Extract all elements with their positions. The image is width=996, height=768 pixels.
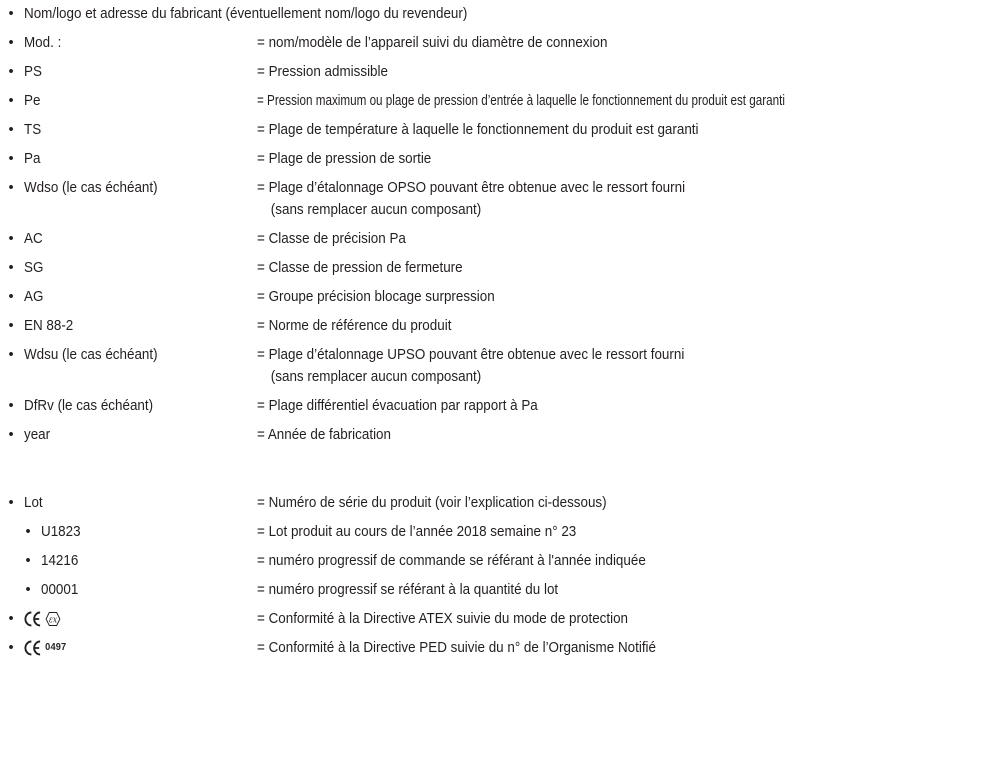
item-term: Pa [24,151,41,167]
item-term: AG [24,289,44,305]
item-definition: = Année de fabrication [257,427,392,443]
item-term: SG [24,260,44,276]
ce-mark-icon [24,639,44,657]
item-term: U1823 [41,524,81,540]
definition-line: = Plage d’étalonnage UPSO pouvant être obtenue avec le ressort fourni [257,347,685,363]
item-term: DfRv (le cas échéant) [24,398,154,414]
bullet: • [8,611,14,627]
definition-continuation: (sans remplacer aucun composant) [270,202,482,218]
bullet: • [8,289,14,305]
item-term: Lot [24,495,43,511]
bullet: • [8,260,14,276]
item-definition: = Pression maximum ou plage de pression d’entrée à laquelle le fonctionnement du produit est garanti [257,93,785,109]
ce-ex-mark-icon [24,610,61,628]
item-term: 00001 [41,582,79,598]
notified-body-number: 0497 [45,642,67,653]
item-term: PS [24,64,42,80]
item-definition [257,346,684,386]
item-definition [257,179,685,219]
item-definition: = Classe de précision Pa [257,231,406,247]
definition-continuation: (sans remplacer aucun composant) [270,369,482,385]
bullet: • [8,398,14,414]
bullet: • [8,427,14,443]
item-term: Wdsu (le cas échéant) [24,347,158,363]
item-definition: = Numéro de série du produit (voir l’explication ci-dessous) [257,495,607,511]
item-term: Wdso (le cas échéant) [24,180,158,196]
item-definition: = Norme de référence du produit [257,318,452,334]
bullet: • [8,180,14,196]
bullet: • [8,347,14,363]
item-term: Pe [24,93,41,109]
item-definition: = Classe de pression de fermeture [257,260,463,276]
bullet: • [25,553,31,569]
ce-ped-mark [24,639,66,657]
item-definition: = numéro progressif de commande se référant à l'année indiquée [257,553,646,569]
bullet: • [8,6,14,22]
bullet: • [8,64,14,80]
bullet: • [8,35,14,51]
item-term: Mod. : [24,35,62,51]
bullet: • [8,318,14,334]
item-definition: = Groupe précision blocage surpression [257,289,495,305]
bullet: • [8,231,14,247]
item-term: TS [24,122,42,138]
bullet: • [8,495,14,511]
bullet: • [25,524,31,540]
item-definition: = Conformité à la Directive ATEX suivie du mode de protection [257,611,629,627]
svg-text:εx: εx [48,615,58,626]
manufacturer-text: Nom/logo et adresse du fabricant (éventuellement nom/logo du revendeur) [24,6,468,22]
ce-atex-mark [24,610,61,628]
item-definition: = Pression admissible [257,64,388,80]
item-definition: = Plage de pression de sortie [257,151,432,167]
item-definition: = Lot produit au cours de l’année 2018 semaine n° 23 [257,524,577,540]
item-definition: = nom/modèle de l’appareil suivi du diamètre de connexion [257,35,608,51]
item-term: AC [24,231,43,247]
item-definition: = numéro progressif se référant à la quantité du lot [257,582,559,598]
bullet: • [25,582,31,598]
bullet: • [8,151,14,167]
item-term: year [24,427,51,443]
bullet: • [8,640,14,656]
definition-line: = Plage d’étalonnage OPSO pouvant être obtenue avec le ressort fourni [257,180,686,196]
item-definition: = Plage différentiel évacuation par rapport à Pa [257,398,538,414]
item-term: EN 88-2 [24,318,74,334]
bullet: • [8,93,14,109]
item-definition: = Plage de température à laquelle le fonctionnement du produit est garanti [257,122,699,138]
item-term: 14216 [41,553,79,569]
item-definition: = Conformité à la Directive PED suivie du n° de l’Organisme Notifié [257,640,657,656]
bullet: • [8,122,14,138]
